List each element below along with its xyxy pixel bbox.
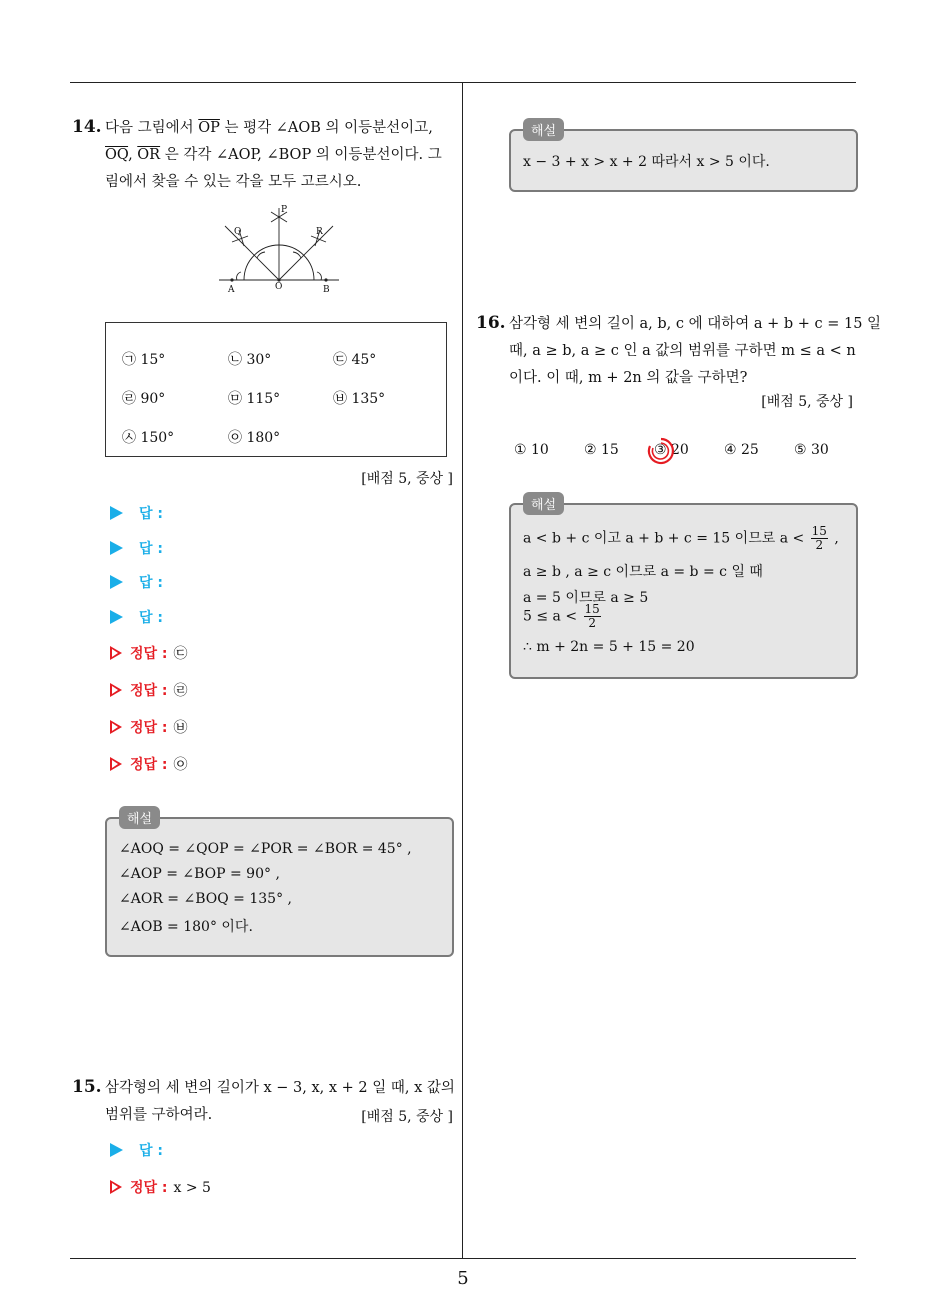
q15-answer-line[interactable]: 답 : [110, 1140, 163, 1160]
label-b: B [323, 285, 330, 295]
q15-score: [배점 5, 중상 ] [361, 1109, 453, 1125]
q16-line1: 삼각형 세 변의 길이 a, b, c 에 대하여 a + b + c = 15 일 [509, 316, 882, 332]
q14-explanation-box [105, 817, 454, 957]
top-rule [70, 82, 856, 83]
q14-exp-line-4: ∠AOB = 180° 이다. [119, 919, 253, 935]
q15-line2: 범위를 구하여라. [105, 1107, 213, 1123]
fraction-15-over-2: $\frac{15}{2}$ [811, 524, 827, 552]
q14-segment-or: $\overline{OR}$ [137, 147, 161, 163]
q14-correct-1: 정답 : ㉢ [110, 643, 188, 663]
q14-answer-line-1[interactable]: 답 : [110, 503, 163, 523]
q15-explanation-tag: 해설 [523, 118, 564, 141]
q14-segment-op: $\overline{OP}$ [198, 120, 220, 136]
q14-choice-4[interactable]: ㉣ 90° [122, 391, 166, 407]
q14-choice-6[interactable]: ㉥ 135° [333, 391, 386, 407]
q14-angle-figure [215, 200, 345, 296]
q16-explanation-tag: 해설 [523, 492, 564, 515]
q15-number: 15. [72, 1077, 102, 1097]
play-arrow-icon [110, 541, 123, 555]
outline-arrow-icon [110, 720, 122, 734]
q14-exp-line-3: ∠AOR = ∠BOQ = 135° , [119, 891, 292, 907]
q16-number: 16. [476, 313, 506, 333]
q16-choice-5[interactable]: ⑤ 30 [794, 442, 829, 458]
q14-line3: 림에서 찾을 수 있는 각을 모두 고르시오. [105, 174, 362, 190]
q14-line2 [105, 142, 442, 169]
q16-exp-line-5: ∴ m + 2n = 5 + 15 = 20 [523, 639, 695, 655]
outline-arrow-icon [110, 1180, 122, 1194]
label-o: O [275, 282, 283, 292]
answer-circle-mark-icon [646, 436, 676, 466]
q16-exp-line-4: 5 ≤ a < $\frac{15}{2}$ [523, 602, 600, 630]
q14-explanation-tag: 해설 [119, 806, 160, 829]
q14-correct-3: 정답 : ㉥ [110, 717, 188, 737]
label-r: R [316, 227, 323, 237]
bottom-rule [70, 1258, 856, 1259]
q16-explanation-box [509, 503, 858, 679]
q14-answer-line-4[interactable]: 답 : [110, 607, 163, 627]
q16-exp-line-2: a ≥ b , a ≥ c 이므로 a = b = c 일 때 [523, 564, 763, 580]
play-arrow-icon [110, 610, 123, 624]
q16-choice-3[interactable]: ③ 20 [654, 442, 689, 458]
q14-choice-3[interactable]: ㉢ 45° [333, 352, 377, 368]
outline-arrow-icon [110, 646, 122, 660]
q14-choice-box [105, 322, 447, 457]
label-q: Q [234, 227, 242, 237]
q16-exp-line-1: a < b + c 이고 a + b + c = 15 이므로 a < $\frac{15}{2}$ , [523, 524, 839, 552]
q14-choice-7[interactable]: ㉦ 150° [122, 430, 175, 446]
q14-choice-8[interactable]: ㉧ 180° [228, 430, 281, 446]
q16-choice-4[interactable]: ④ 25 [724, 442, 759, 458]
q15-exp-line: x − 3 + x > x + 2 따라서 x > 5 이다. [523, 154, 770, 170]
q14-choice-1[interactable]: ㉠ 15° [122, 352, 166, 368]
q16-choice-2[interactable]: ② 15 [584, 442, 619, 458]
q16-line3: 이다. 이 때, m + 2n 의 값을 구하면? [509, 370, 748, 386]
q14-choice-2[interactable]: ㉡ 30° [228, 352, 272, 368]
play-arrow-icon [110, 575, 123, 589]
q14-exp-line-1: ∠AOQ = ∠QOP = ∠POR = ∠BOR = 45° , [119, 841, 412, 857]
q14-answer-line-3[interactable]: 답 : [110, 572, 163, 592]
q14-answer-line-2[interactable]: 답 : [110, 538, 163, 558]
q16-score: [배점 5, 중상 ] [761, 394, 853, 410]
ray-or [279, 226, 333, 280]
outline-arrow-icon [110, 683, 122, 697]
q14-correct-2: 정답 : ㉣ [110, 680, 188, 700]
label-p: P [281, 205, 288, 215]
play-arrow-icon [110, 1143, 123, 1157]
q14-line2-sep: , [128, 147, 138, 163]
q14-score: [배점 5, 중상 ] [361, 471, 453, 487]
q14-segment-oq: $\overline{OQ}$ [105, 147, 129, 163]
play-arrow-icon [110, 506, 123, 520]
column-divider [462, 83, 463, 1259]
q16-exp-line-3: a = 5 이므로 a ≥ 5 [523, 590, 649, 606]
q16-choice-1[interactable]: ① 10 [514, 442, 549, 458]
fraction-15-over-2: $\frac{15}{2}$ [584, 602, 600, 630]
q15-correct: 정답 : x > 5 [110, 1177, 211, 1197]
q16-line2: 때, a ≥ b, a ≥ c 인 a 값의 범위를 구하면 m ≤ a < n [509, 343, 856, 359]
q14-line1 [105, 115, 433, 142]
q14-number: 14. [72, 117, 102, 137]
q14-line2-post: 은 각각 ∠AOP, ∠BOP 의 이등분선이다. 그 [160, 147, 442, 163]
q14-correct-4: 정답 : ㉧ [110, 754, 188, 774]
q15-line1: 삼각형의 세 변의 길이가 x − 3, x, x + 2 일 때, x 값의 [105, 1080, 455, 1096]
page-number: 5 [457, 1268, 469, 1289]
q14-choice-5[interactable]: ㉤ 115° [228, 391, 281, 407]
q14-exp-line-2: ∠AOP = ∠BOP = 90° , [119, 866, 280, 882]
outline-arrow-icon [110, 757, 122, 771]
q14-line1-pre: 다음 그림에서 [105, 120, 199, 136]
q14-line1-post: 는 평각 ∠AOB 의 이등분선이고, [219, 120, 433, 136]
label-a: A [228, 285, 235, 295]
